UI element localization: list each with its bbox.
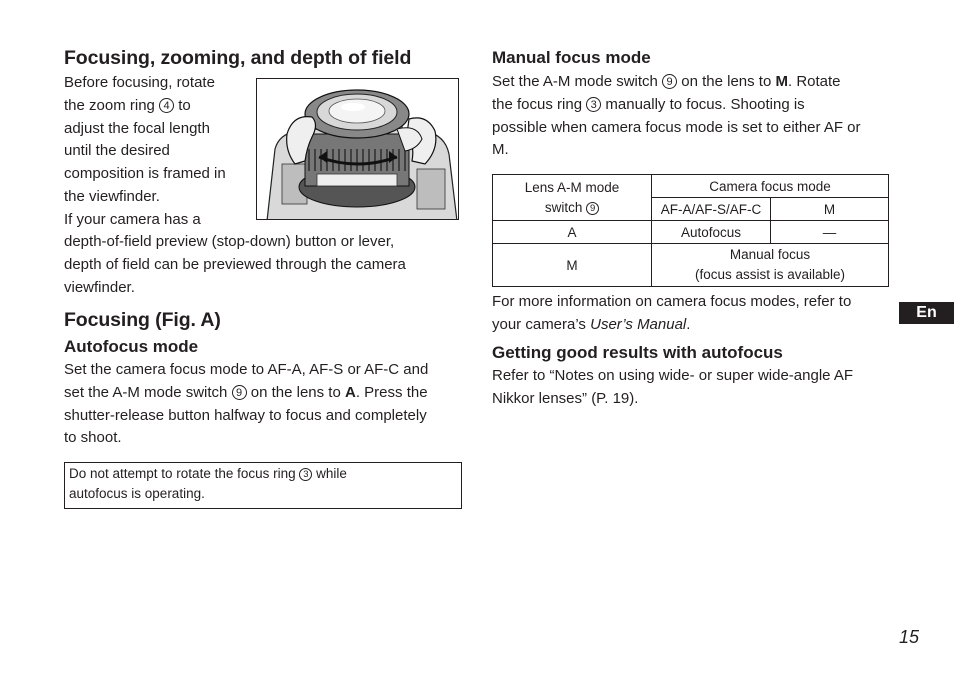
text-line: to shoot. bbox=[64, 429, 122, 447]
table-header-m: M bbox=[771, 198, 889, 221]
text-span: manually to focus. Shooting is bbox=[605, 95, 805, 113]
text-span: . bbox=[686, 315, 691, 333]
header-line: Lens A-M mode bbox=[524, 179, 620, 195]
autofocus-paragraph bbox=[64, 359, 464, 450]
text-span: on the lens to bbox=[250, 383, 341, 401]
callout-number: 3 bbox=[586, 97, 601, 112]
text-line: Set the camera focus mode to AF-A, AF-S or AF-C and bbox=[64, 361, 429, 378]
text-line: depth of field can be previewed through the camera bbox=[64, 255, 406, 273]
text-line bbox=[492, 314, 892, 337]
text-line bbox=[64, 382, 464, 405]
more-info-paragraph bbox=[492, 291, 892, 337]
callout-number: 9 bbox=[232, 385, 247, 400]
text-line: composition is framed in bbox=[64, 165, 226, 183]
subheading-good-results-autofocus: Getting good results with autofocus bbox=[492, 343, 783, 362]
dof-paragraph bbox=[64, 231, 464, 299]
table-row-label-a: A bbox=[493, 221, 652, 244]
text-line: Refer to “Notes on using wide- or super wide-angle AF bbox=[492, 367, 854, 384]
bold-mode-letter: M bbox=[775, 73, 788, 90]
lens-illustration bbox=[256, 78, 459, 220]
header-line bbox=[493, 198, 651, 218]
text-line: shutter-release button halfway to focus and completely bbox=[64, 406, 427, 424]
text-line: the viewfinder. bbox=[64, 187, 160, 205]
bold-mode-letter: A bbox=[345, 383, 356, 401]
note-line bbox=[69, 464, 457, 484]
callout-number: 3 bbox=[299, 468, 312, 481]
table-header-af-modes: AF-A/AF-S/AF-C bbox=[652, 198, 771, 221]
callout-number: 9 bbox=[662, 74, 677, 89]
subheading-autofocus-mode: Autofocus mode bbox=[64, 337, 199, 356]
cell-line: (focus assist is available) bbox=[694, 267, 846, 282]
text-span: to bbox=[178, 96, 191, 114]
text-line: depth-of-field preview (stop-down) button or lever, bbox=[64, 233, 395, 250]
text-span: on the lens to bbox=[681, 73, 772, 90]
caution-note-box bbox=[64, 462, 462, 509]
text-line bbox=[492, 71, 892, 94]
text-span: your camera’s bbox=[492, 315, 586, 333]
focus-mode-table bbox=[492, 174, 889, 287]
text-line bbox=[64, 95, 254, 118]
table-cell-manual-focus bbox=[652, 244, 889, 287]
text-line: adjust the focal length bbox=[64, 119, 210, 137]
table-header-camera-focus-mode: Camera focus mode bbox=[652, 175, 889, 198]
text-line: Nikkor lenses” (P. 19). bbox=[492, 389, 639, 407]
text-span: while bbox=[316, 466, 347, 481]
text-span: switch bbox=[544, 199, 583, 215]
text-span: Do not attempt to rotate the focus ring bbox=[69, 466, 296, 481]
table-row-label-m: M bbox=[493, 244, 652, 287]
note-line: autofocus is operating. bbox=[69, 486, 205, 501]
zoom-paragraph bbox=[64, 72, 254, 232]
page-number: 15 bbox=[899, 627, 920, 647]
manual-title: User’s Manual bbox=[590, 315, 687, 333]
text-span: set the A-M mode switch bbox=[64, 383, 228, 401]
callout-number: 9 bbox=[586, 202, 599, 215]
text-line: Before focusing, rotate bbox=[64, 74, 215, 91]
section-heading-focusing-zooming: Focusing, zooming, and depth of field bbox=[64, 47, 412, 69]
table-header-lens-switch bbox=[493, 175, 652, 221]
section-heading-focusing-fig-a: Focusing (Fig. A) bbox=[64, 309, 221, 331]
text-span: the focus ring bbox=[492, 95, 583, 113]
good-results-paragraph bbox=[492, 365, 892, 411]
text-span: Set the A-M mode switch bbox=[492, 73, 658, 90]
text-span: . Rotate bbox=[788, 73, 841, 90]
text-line: For more information on camera focus modes, refer to bbox=[492, 293, 852, 310]
text-line: M. bbox=[492, 141, 509, 159]
table-cell-autofocus: Autofocus bbox=[652, 221, 771, 244]
language-tab-en: En bbox=[899, 302, 954, 324]
text-line: viewfinder. bbox=[64, 278, 135, 296]
manual-focus-paragraph bbox=[492, 71, 892, 162]
camera-lens-drawing bbox=[257, 79, 459, 220]
callout-number: 4 bbox=[159, 98, 174, 113]
text-span: the zoom ring bbox=[64, 96, 155, 114]
text-line: possible when camera focus mode is set to either AF or bbox=[492, 118, 861, 136]
text-line: until the desired bbox=[64, 142, 170, 160]
cell-line: Manual focus bbox=[729, 247, 811, 262]
table-cell-dash: — bbox=[771, 221, 889, 244]
subheading-manual-focus-mode: Manual focus mode bbox=[492, 48, 651, 67]
text-line: If your camera has a bbox=[64, 210, 201, 228]
text-span: . Press the bbox=[355, 383, 428, 401]
text-line bbox=[492, 94, 892, 117]
